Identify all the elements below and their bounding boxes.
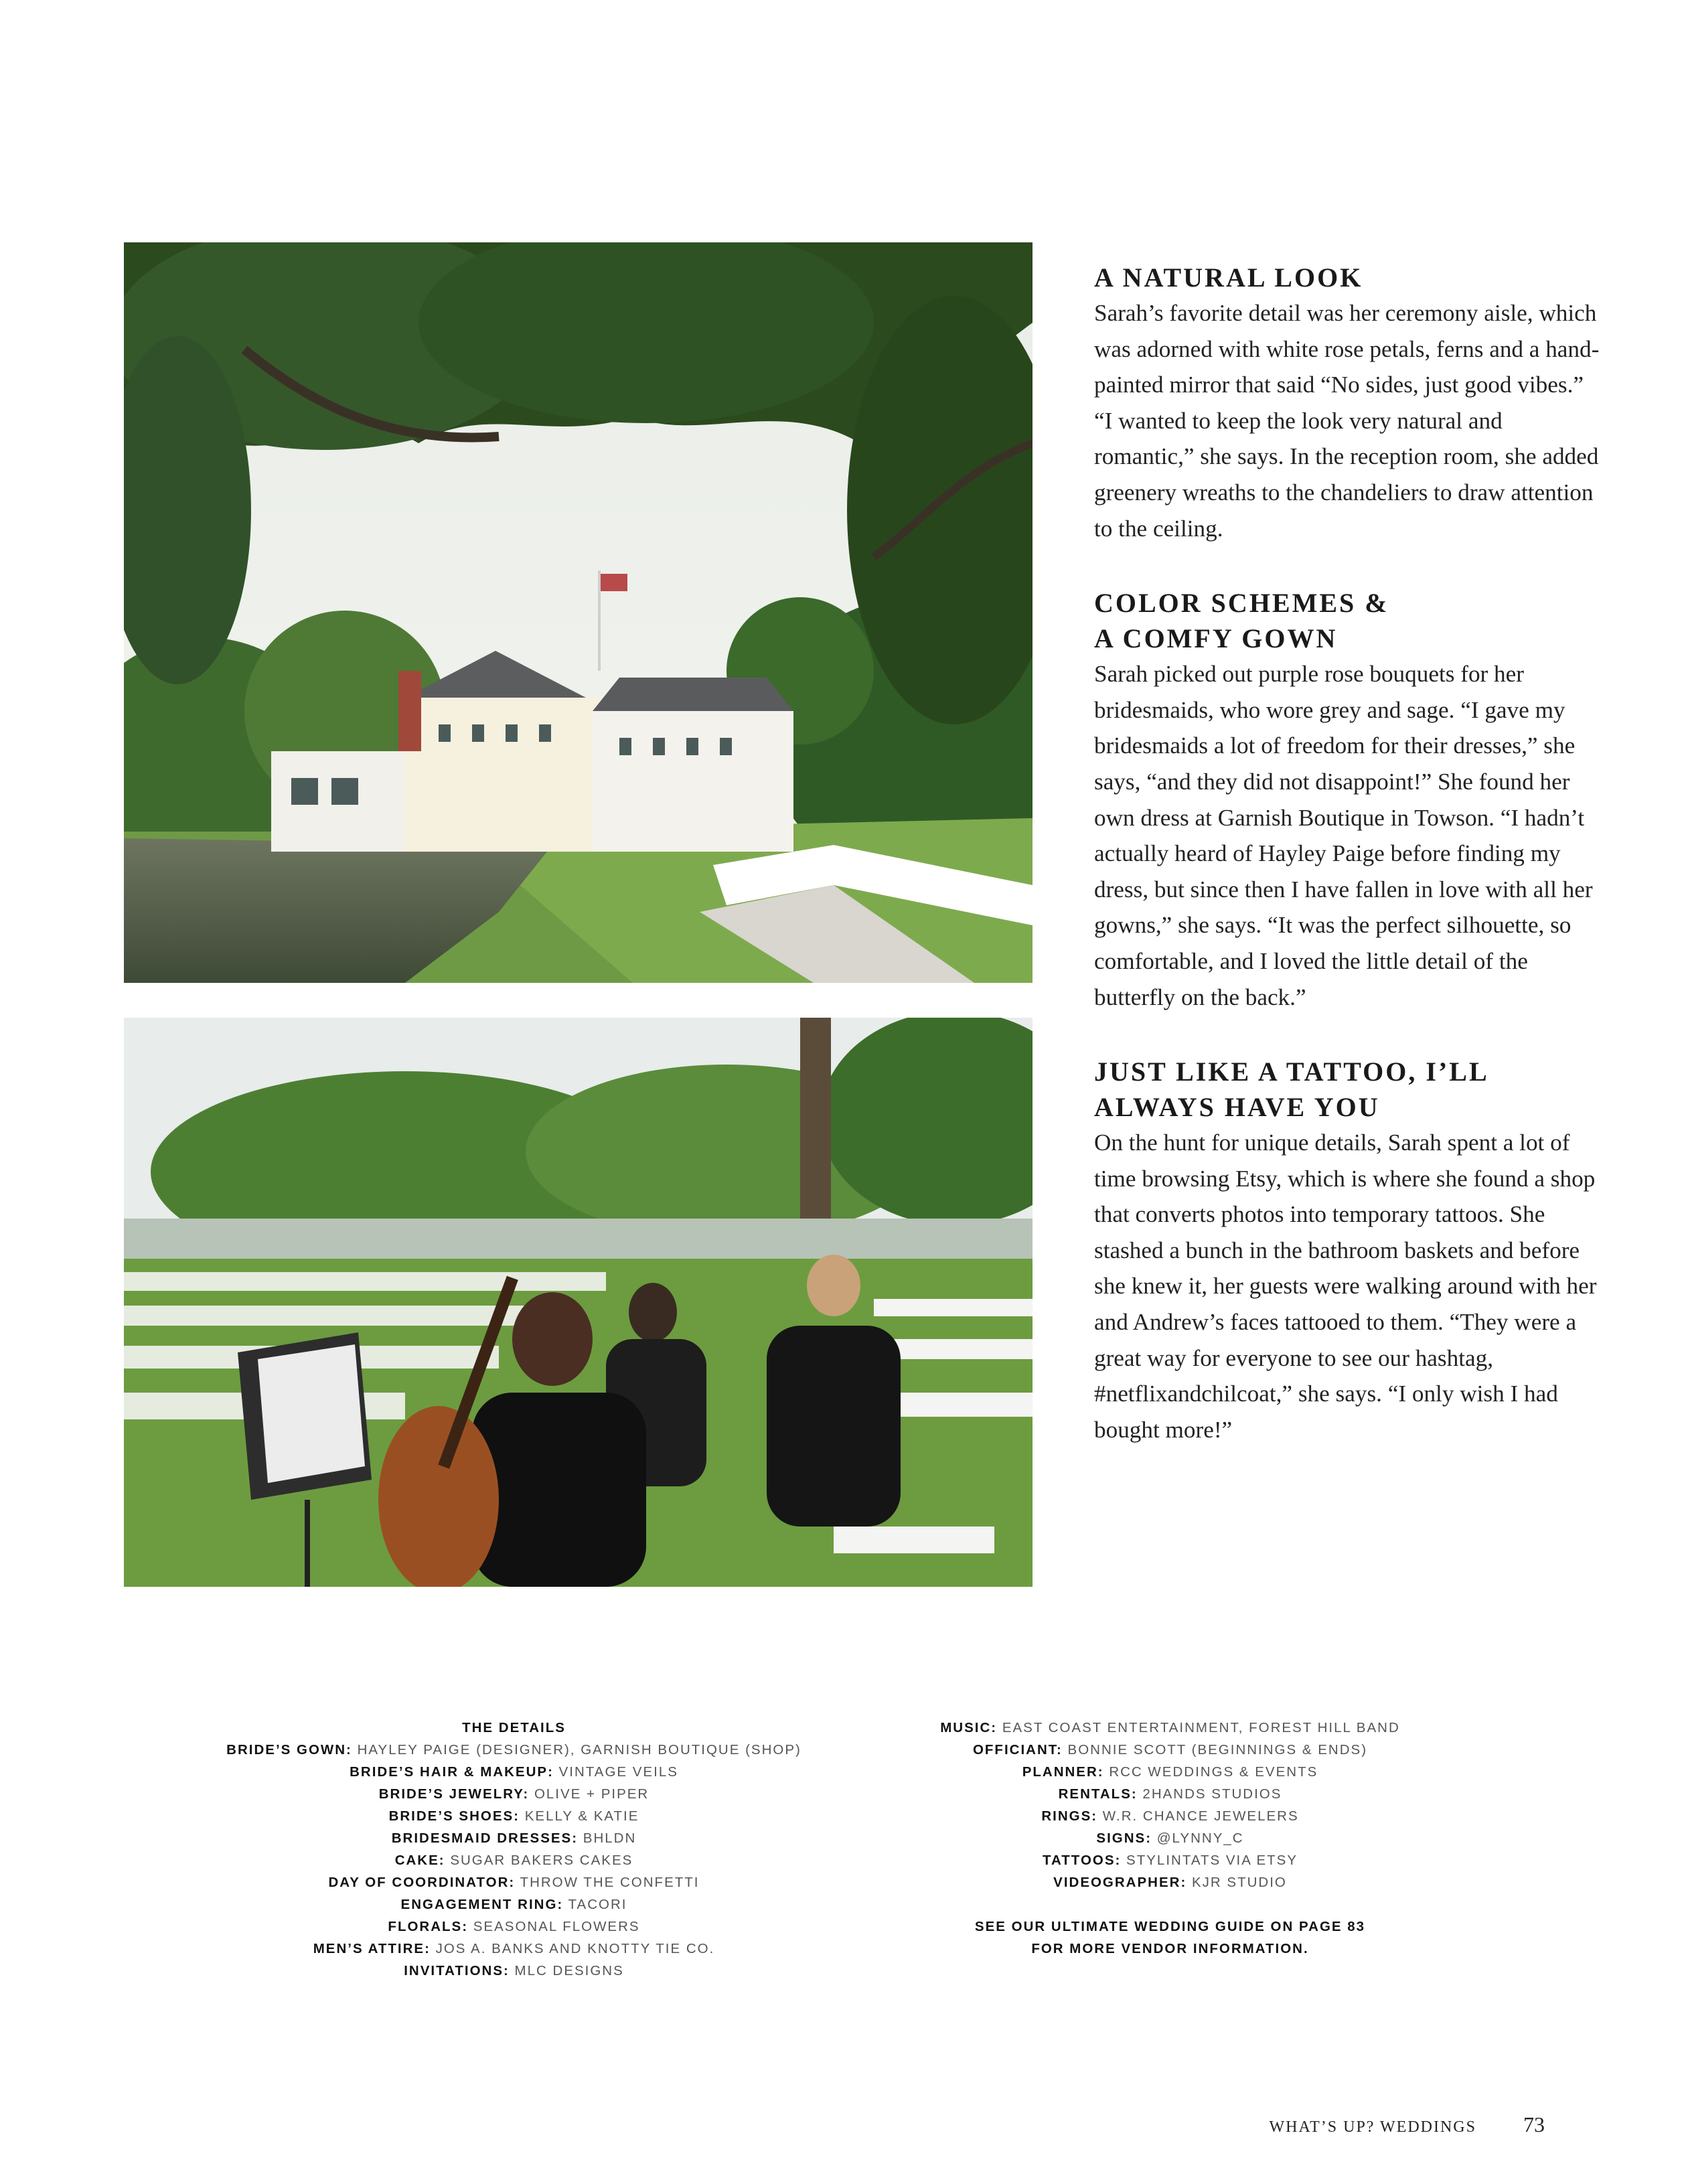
credit-line [221, 1805, 807, 1827]
credit-value: BONNIE SCOTT (BEGINNINGS & ENDS) [1067, 1742, 1368, 1758]
credit-line [221, 1783, 807, 1805]
credit-value: BHLDN [583, 1830, 637, 1846]
body-color-schemes: Sarah picked out purple rose bouquets for her bridesmaids, who wore grey and sage. “I gave my bridesmaids a lot of freedom for their dresses,” she says, “and they did not disappoint!” She found her own dress at Garnish Boutique in Towson. “I hadn’t actually heard of Hayley Paige before finding my dress, but since then I have fallen in love with all her gowns,” she says. “It was the perfect silhouette, so comfortable, and I loved the little detail of the butterfly on the back.” [1094, 661, 1593, 1010]
credit-line [877, 1761, 1463, 1783]
section-color-schemes [1094, 585, 1603, 1015]
credit-value: JOS A. BANKS AND KNOTTY TIE CO. [435, 1941, 715, 1956]
credit-label: FLORALS: [388, 1919, 469, 1934]
credit-value: KJR STUDIO [1191, 1875, 1287, 1890]
page-number: 73 [1523, 2112, 1545, 2136]
page-footer [1269, 2112, 1545, 2137]
credit-label: OFFICIANT: [972, 1742, 1063, 1758]
venue-photo-image [124, 242, 1033, 983]
credit-label: SIGNS: [1096, 1830, 1152, 1846]
credit-line [221, 1827, 807, 1849]
article [1094, 260, 1603, 1486]
credit-line [221, 1849, 807, 1871]
credit-label: DAY OF COORDINATOR: [328, 1875, 516, 1890]
section-tattoo [1094, 1054, 1603, 1448]
credit-value: RCC WEDDINGS & EVENTS [1109, 1764, 1318, 1780]
publication-name: WHAT’S UP? WEDDINGS [1269, 2118, 1476, 2136]
credit-value: OLIVE + PIPER [534, 1786, 649, 1802]
credit-line [221, 1916, 807, 1938]
musicians-photo [124, 1018, 1033, 1587]
credit-label: ENGAGEMENT RING: [400, 1897, 564, 1912]
credit-value: THROW THE CONFETTI [520, 1875, 700, 1890]
credit-value: W.R. CHANCE JEWELERS [1102, 1808, 1299, 1824]
credit-label: MUSIC: [940, 1720, 998, 1735]
credit-line [221, 1960, 807, 1982]
credit-value: STYLINTATS VIA ETSY [1126, 1853, 1298, 1868]
credit-label: BRIDESMAID DRESSES: [391, 1830, 579, 1846]
credit-label: BRIDE’S SHOES: [388, 1808, 520, 1824]
credit-value: SUGAR BAKERS CAKES [450, 1853, 633, 1868]
credit-line [221, 1893, 807, 1916]
credit-value: KELLY & KATIE [524, 1808, 639, 1824]
body-tattoo: On the hunt for unique details, Sarah spent a lot of time browsing Etsy, which is where she found a shop that converts photos into temporary tattoos. She stashed a bunch in the bathroom baskets and before she knew it, her guests were walking around with her and Andrew’s faces tattooed to them. “They were a great way for everyone to see our hashtag, #netflixandchilcoat,” she says. “I only wish I had bought more!” [1094, 1129, 1597, 1443]
credit-label: CAKE: [394, 1853, 445, 1868]
credit-label: BRIDE’S HAIR & MAKEUP: [350, 1764, 554, 1780]
credit-label: PLANNER: [1022, 1764, 1104, 1780]
see-guide-line: FOR MORE VENDOR INFORMATION. [1031, 1941, 1309, 1956]
credit-label: VIDEOGRAPHER: [1053, 1875, 1187, 1890]
heading-tattoo: JUST LIKE A TATTOO, I’LL ALWAYS HAVE YOU [1094, 1057, 1489, 1123]
credit-label: BRIDE’S GOWN: [226, 1742, 352, 1758]
credit-line [877, 1805, 1463, 1827]
credit-label: RINGS: [1041, 1808, 1098, 1824]
musicians-photo-image [124, 1018, 1033, 1587]
credit-line [221, 1739, 807, 1761]
credit-value: @LYNNY_C [1156, 1830, 1244, 1846]
credit-label: INVITATIONS: [404, 1963, 510, 1978]
credit-line [877, 1827, 1463, 1849]
credits-left-column [221, 1717, 807, 1982]
credit-label: TATTOOS: [1042, 1853, 1122, 1868]
credit-value: EAST COAST ENTERTAINMENT, FOREST HILL BAND [1002, 1720, 1400, 1735]
credit-line [877, 1849, 1463, 1871]
venue-photo [124, 242, 1033, 983]
credit-value: TACORI [568, 1897, 627, 1912]
credit-value: 2HANDS STUDIOS [1142, 1786, 1282, 1802]
credit-line [221, 1938, 807, 1960]
credit-line [877, 1871, 1463, 1893]
credit-label: BRIDE’S JEWELRY: [378, 1786, 530, 1802]
credits-right-column [877, 1717, 1463, 1960]
credit-line [877, 1739, 1463, 1761]
heading-natural-look: A NATURAL LOOK [1094, 262, 1363, 293]
credit-value: VINTAGE VEILS [558, 1764, 678, 1780]
body-natural-look: Sarah’s favorite detail was her ceremony aisle, which was adorned with white rose petals, ferns and a hand-painted mirror that said “No sides, just good vibes.” “I wanted to keep the look very natural and romantic,” she says. In the reception room, she added greenery wreaths to the chandeliers to draw attention to the ceiling. [1094, 300, 1600, 542]
section-natural-look [1094, 260, 1603, 546]
credit-value: HAYLEY PAIGE (DESIGNER), GARNISH BOUTIQUE (SHOP) [357, 1742, 801, 1758]
credits-title: THE DETAILS [462, 1720, 566, 1735]
see-guide-line: SEE OUR ULTIMATE WEDDING GUIDE ON PAGE 83 [974, 1919, 1366, 1934]
credit-value: SEASONAL FLOWERS [473, 1919, 640, 1934]
credit-line [877, 1783, 1463, 1805]
credit-line [221, 1871, 807, 1893]
see-guide-note [877, 1916, 1463, 1960]
credit-line [221, 1761, 807, 1783]
credit-label: RENTALS: [1058, 1786, 1138, 1802]
credit-line [877, 1717, 1463, 1739]
credit-label: MEN’S ATTIRE: [313, 1941, 431, 1956]
heading-color-schemes: COLOR SCHEMES & A COMFY GOWN [1094, 588, 1389, 654]
credit-value: MLC DESIGNS [514, 1963, 624, 1978]
